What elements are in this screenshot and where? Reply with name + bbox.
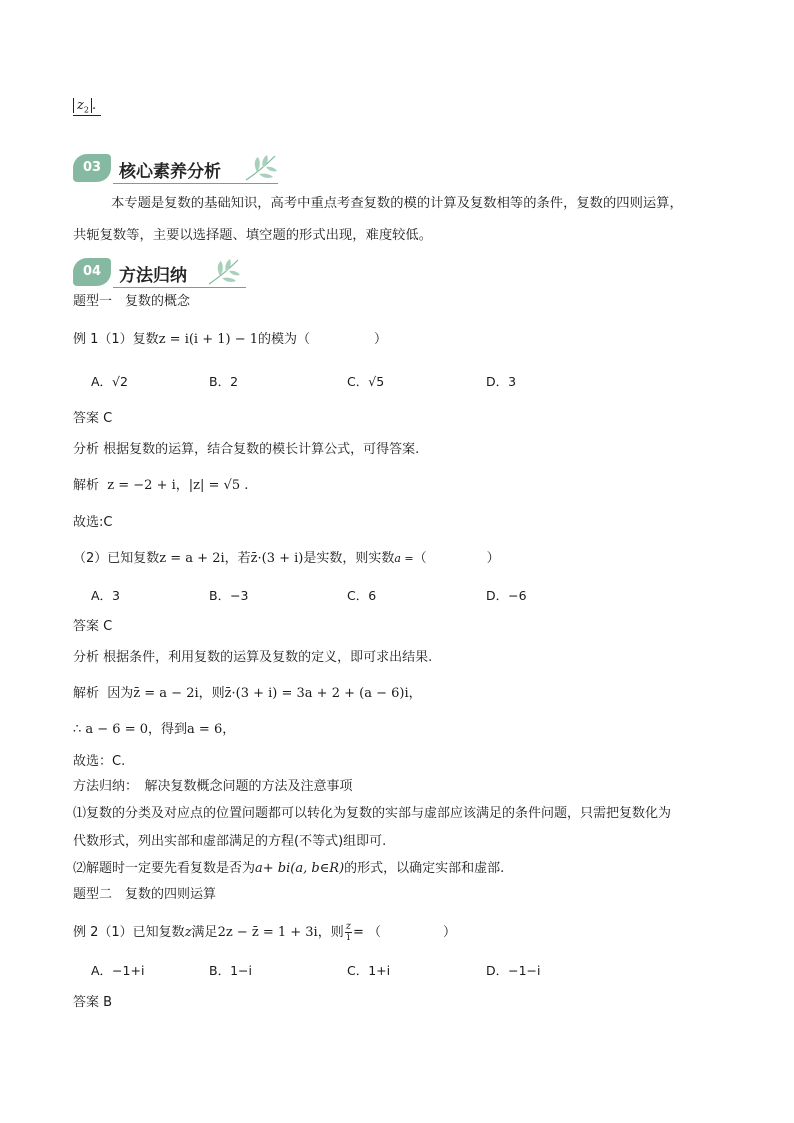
question-expression: z = a + 2i xyxy=(159,551,225,566)
method-point-2 xyxy=(73,861,504,877)
fraction-numerator: z xyxy=(345,921,351,932)
solution-text: ，得到 xyxy=(148,722,188,737)
solution-1-1 xyxy=(73,478,248,494)
leaf-decoration-icon xyxy=(206,258,242,286)
section-title: 核心素养分析 xyxy=(119,162,221,182)
solution-expression: ∴ a − 6 = 0 xyxy=(73,722,149,737)
question-prefix: 例 1（1）复数 xyxy=(73,332,159,347)
question-suffix: 的模为（ xyxy=(258,332,311,347)
example-2-1-question xyxy=(73,922,456,943)
question-equals: = （ xyxy=(353,925,382,940)
solution-1-2 xyxy=(73,686,422,702)
option-b: B．1−i xyxy=(209,963,252,978)
solution-text: ， xyxy=(222,722,236,737)
question-close: ） xyxy=(443,925,457,940)
section-03-header xyxy=(73,154,283,182)
question-close: ） xyxy=(486,551,500,566)
example-1-1-question xyxy=(73,332,387,348)
question-prefix: 例 2（1）已知复数 xyxy=(73,925,185,940)
z2-symbol: z xyxy=(77,98,84,113)
answer-1-1: 答案 C xyxy=(73,411,113,426)
solution-expression: z = −2 + i，|z| = √5 . xyxy=(107,478,249,493)
option-c: C．6 xyxy=(347,588,377,603)
solution-text-c: ，则 xyxy=(198,686,225,701)
leaf-decoration-icon xyxy=(243,154,279,182)
option-a: A．−1+i xyxy=(91,963,145,978)
fraction-denominator: i xyxy=(346,932,350,943)
section-04-header xyxy=(73,258,248,286)
option-c: C．√5 xyxy=(347,374,385,389)
choice-1-1: 故选:C xyxy=(73,515,113,530)
type-2-heading: 题型二 复数的四则运算 xyxy=(73,887,217,902)
section-title: 方法归纳 xyxy=(119,266,187,286)
solution-text-e: ， xyxy=(408,686,422,701)
question-expression: z = i(i + 1) − 1 xyxy=(158,332,259,347)
option-b: B．−3 xyxy=(209,588,249,603)
analysis-1-1: 分析 根据复数的运算，结合复数的模长计算公式，可得答案. xyxy=(73,442,420,457)
option-d: D．3 xyxy=(486,374,517,389)
question-expression-2: z̄·(3 + i) xyxy=(250,551,304,566)
option-a: A．√2 xyxy=(91,374,128,389)
z2-subscript: 2 xyxy=(83,105,89,115)
option-c: C．1+i xyxy=(347,963,391,978)
question-variable: z xyxy=(184,925,192,940)
solution-expression-d: z̄·(3 + i) = 3a + 2 + (a − 6)i xyxy=(224,686,409,701)
option-a: A．3 xyxy=(91,588,121,603)
solution-text-a: 因为 xyxy=(107,686,134,701)
question-mid: ，若 xyxy=(224,551,251,566)
top-fragment xyxy=(73,98,96,115)
answer-1-2: 答案 C xyxy=(73,619,113,634)
question-open: （ xyxy=(413,551,427,566)
fraction-z-over-i xyxy=(345,922,352,943)
example-1-2-question xyxy=(73,551,500,567)
analysis-1-2: 分析 根据条件，利用复数的运算及复数的定义，即可求出结果. xyxy=(73,650,433,665)
paragraph-line-2: 共轭复数等，主要以选择题、填空题的形式出现，难度较低。 xyxy=(73,228,433,243)
question-close: ） xyxy=(374,332,388,347)
method-text: 的形式，以确定实部和虚部. xyxy=(344,861,505,876)
method-expression: a+ bi(a, b∈R) xyxy=(255,861,345,876)
method-text: ⑵解题时一定要先看复数是否为 xyxy=(73,861,256,876)
section-underline xyxy=(113,287,246,288)
section-badge: 03 xyxy=(73,154,111,182)
choice-1-2: 故选：C. xyxy=(73,754,126,769)
solution-1-2-line-2 xyxy=(73,722,235,738)
question-suffix: 是实数，则实数 xyxy=(303,551,395,566)
type-1-heading: 题型一 复数的概念 xyxy=(73,294,191,309)
paragraph-line-1: 本专题是复数的基础知识，高考中重点考查复数的模的计算及复数相等的条件，复数的四则运算， xyxy=(111,196,683,211)
question-expression: 2z − z̄ = 1 + 3i xyxy=(217,925,318,940)
solution-expression: a = 6 xyxy=(187,722,223,737)
solution-expression-b: z̄ = a − 2i xyxy=(133,686,199,701)
option-b: B．2 xyxy=(209,374,239,389)
option-d: D．−6 xyxy=(486,588,527,603)
option-d: D．−1−i xyxy=(486,963,541,978)
section-badge: 04 xyxy=(73,258,111,286)
method-point-1-line-1: ⑴复数的分类及对应点的位置问题都可以转化为复数的实部与虚部应该满足的条件问题，只需把复数化为 xyxy=(73,806,672,821)
solution-label: 解析 xyxy=(73,478,100,493)
top-period: . xyxy=(91,98,97,113)
solution-label: 解析 xyxy=(73,686,100,701)
question-suffix: ，则 xyxy=(317,925,344,940)
question-variable: a = xyxy=(394,552,414,565)
question-prefix: （2）已知复数 xyxy=(73,551,160,566)
method-title: 方法归纳： 解决复数概念问题的方法及注意事项 xyxy=(73,779,353,794)
section-underline xyxy=(113,183,278,184)
method-point-1-line-2: 代数形式，列出实部和虚部满足的方程(不等式)组即可. xyxy=(73,834,387,849)
question-mid: 满足 xyxy=(191,925,218,940)
answer-2-1: 答案 B xyxy=(73,995,113,1010)
